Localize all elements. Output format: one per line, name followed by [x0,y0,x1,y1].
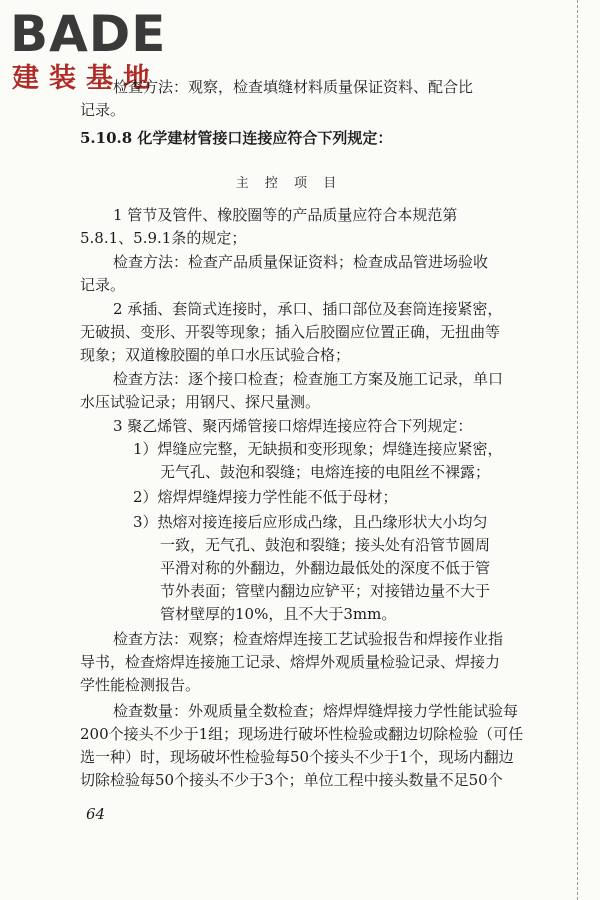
text-line: 检查方法：逐个接口检查；检查施工方案及施工记录，单口 [113,370,504,388]
logo-subtitle: 建装基地 [12,63,160,94]
text-line: 1 管节及管件、橡胶圈等的产品质量应符合本规范第 [113,206,458,224]
binding-edge-line [577,0,578,900]
text-line: 200个接头不少于1组；现场进行破坏性检验或翻边切除检验（可任 [80,725,524,743]
text-line: 管材壁厚的10%，且不大于3mm。 [160,605,397,623]
text-line: 记录。 [80,276,126,294]
text-line: 选一种）时，现场破坏性检验每50个接头不少于1个，现场内翻边 [80,748,514,766]
text-line: 检查方法：观察；检查熔焊连接工艺试验报告和焊接作业指 [113,630,504,648]
text-line: 一致，无气孔、鼓泡和裂缝；接头处有沿管节圆周 [160,536,491,554]
text-line: 切除检验每50个接头不少于3个；单位工程中接头数量不足50个 [80,771,503,789]
text-line: 无气孔、鼓泡和裂缝；电熔连接的电阻丝不裸露； [160,463,491,481]
text-line: 现象；双道橡胶圈的单口水压试验合格； [80,346,351,364]
page-number: 64 [86,805,106,823]
text-line: 检查方法：观察，检查填缝材料质量保证资料、配合比 [113,78,474,96]
text-line: 导书，检查熔焊连接施工记录、熔焊外观质量检验记录、焊接力 [80,653,501,671]
list-item: 2）熔焊焊缝焊接力学性能不低于母材； [133,488,398,506]
section-heading: 5.10.8 化学建材管接口连接应符合下列规定： [80,129,393,147]
text-line: 检查数量：外观质量全数检查；熔焊焊缝焊接力学性能试验每 [113,702,519,720]
text-line: 检查方法：检查产品质量保证资料；检查成品管进场验收 [113,253,489,271]
list-item: 1）焊缝应完整，无缺损和变形现象；焊缝连接应紧密， [133,440,503,458]
text-line: 无破损、变形、开裂等现象；插入后胶圈应位置正确，无扭曲等 [80,323,501,341]
text-line: 水压试验记录；用钢尺、探尺量测。 [80,393,321,411]
text-line: 平滑对称的外翻边，外翻边最低处的深度不低于管 [160,559,491,577]
subsection-title: 主 控 项 目 [235,176,343,191]
text-line: 2 承插、套筒式连接时，承口、插口部位及套筒连接紧密， [113,300,503,318]
text-line: 3 聚乙烯管、聚丙烯管接口熔焊连接应符合下列规定： [113,417,473,435]
text-line: 节外表面；管壁内翻边应铲平；对接错边量不大于 [160,582,491,600]
list-item: 3）热熔对接连接后应形成凸缘，且凸缘形状大小均匀 [133,513,488,531]
logo-brand: BADE [10,5,167,63]
text-line: 5.8.1、5.9.1条的规定； [80,229,247,247]
text-line: 记录。 [80,101,126,119]
text-line: 学性能检测报告。 [80,676,201,694]
